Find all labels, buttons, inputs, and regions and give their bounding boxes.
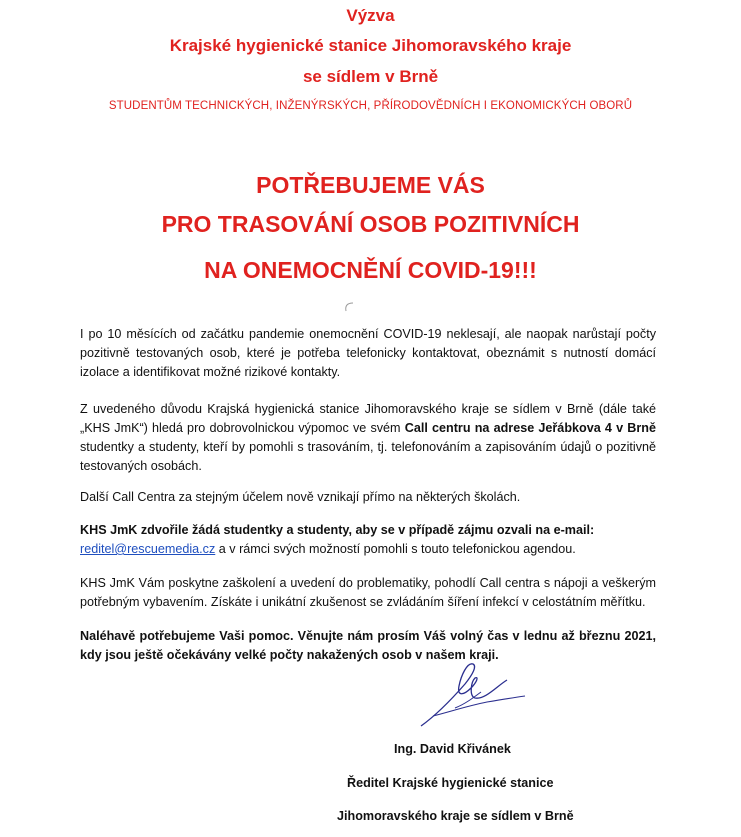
contact-request: KHS JmK zdvořile žádá studentky a studenty, aby se v případě zájmu ozvali na e-mail: [80,523,595,537]
paragraph-call-centre [80,400,656,476]
header-audience: STUDENTŮM TECHNICKÝCH, INŽENÝRSKÝCH, PŘÍRODOVĚDNÍCH I EKONOMICKÝCH OBORŮ [108,100,633,112]
paragraph-intro: I po 10 měsících od začátku pandemie onemocnění COVID-19 neklesají, ale naopak narůstají počty pozitivně testovaných osob, které je potřeba telefonicky kontaktovat, obeznámit s nutností domácí izolace a identifikovat možné rizikové kontakty. [80,327,656,379]
header-title: Výzva [346,6,395,25]
contact-request-tail: a v rámci svých možností pomohli s touto telefonickou agendou. [215,542,576,556]
paragraph-contact [80,521,656,559]
signatory-title-1: Ředitel Krajské hygienické stanice [347,776,554,790]
headline-line-2: PRO TRASOVÁNÍ OSOB POZITIVNÍCH [161,211,580,237]
handwritten-signature [415,656,530,731]
paragraph-training: KHS JmK Vám poskytne zaškolení a uvedení do problematiky, pohodlí Call centra s nápoji a veškerým potřebným vybavením. Získáte i unikátní zkušenost se zvládáním šíření infekcí v celostátním měřítku. [80,576,656,609]
scan-mark-icon [342,301,356,313]
header-seat: se sídlem v Brně [302,67,439,86]
signatory-name: Ing. David Křivánek [394,742,511,756]
signatory-title-2: Jihomoravského kraje se sídlem v Brně [337,809,574,823]
headline-line-1: POTŘEBUJEME VÁS [256,172,485,198]
header-organization: Krajské hygienické stanice Jihomoravského kraje [169,36,572,55]
call-centre-address: Call centru na adrese Jeřábkova 4 v Brně [404,421,656,435]
email-link[interactable]: reditel@rescuemedia.cz [80,542,216,556]
headline-line-3: NA ONEMOCNĚNÍ COVID-19!!! [204,257,537,283]
paragraph-other-centres: Další Call Centra za stejným účelem nově vznikají přímo na některých školách. [80,490,521,504]
paragraph-call-centre-text-a: Z uvedeného důvodu Krajská hygienická stanice Jihomoravského kraje se sídlem v Brně (dále také „KHS JmK“) hledá pro dobrovolnickou výpomoc ve svém [80,402,656,435]
paragraph-call-centre-text-b: studentky a studenty, kteří by pomohli s trasováním, tj. telefonováním a zapisováním údajů o pozitivně testovaných osobách. [80,440,656,473]
paragraph-urgent-appeal: Naléhavě potřebujeme Vaši pomoc. Věnujte nám prosím Váš volný čas v lednu až březnu 2021, kdy jsou ještě očekávány velké počty nakažených osob v našem kraji. [80,629,656,662]
